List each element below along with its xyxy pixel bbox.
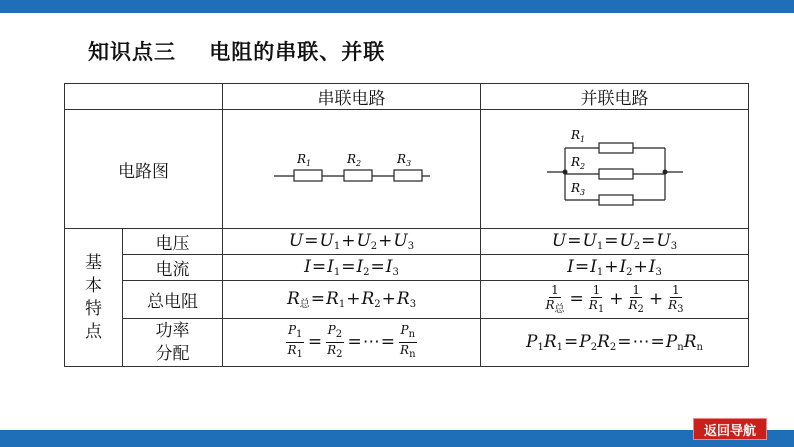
- parallel-resistor-1: [599, 143, 633, 153]
- parallel-r3-label: $R_3$: [570, 181, 585, 197]
- series-r3-label: $R_3$: [396, 152, 411, 168]
- header-parallel: 并联电路: [481, 84, 749, 110]
- parallel-r1-label: $R_1$: [570, 128, 585, 144]
- voltage-row: [65, 229, 749, 255]
- header-series: 串联电路: [223, 84, 481, 110]
- series-resistor-2: [344, 170, 372, 181]
- parallel-resistor-2: [599, 169, 633, 179]
- parallel-resistance-formula: $\frac{1}{R_总}$ = $\frac{1}{R_1}$ + $\frac{1}{R_2}$ + $\frac{1}{R_3}$: [481, 281, 749, 319]
- slide-title: 知识点三 电阻的串联、并联: [88, 40, 386, 64]
- power-row: [65, 319, 749, 367]
- current-row: [65, 255, 749, 281]
- total-resistance-label: 总电阻: [123, 281, 223, 319]
- fraction-pn-over-rn: $\frac{P_n}{R_n}$: [400, 323, 416, 360]
- fraction-1-over-r3: $\frac{1}{R_3}$: [668, 282, 684, 315]
- diagram-row: [65, 110, 749, 229]
- series-r2-label: $R_2$: [346, 152, 361, 168]
- parallel-voltage-formula: $U=U_1=U_2=U_3$: [481, 229, 749, 255]
- series-circuit-diagram: [272, 149, 432, 189]
- series-r1-label: $R_1$: [296, 152, 311, 168]
- resistor-comparison-table: [64, 83, 749, 367]
- series-resistor-1: [294, 170, 322, 181]
- junction-left: [562, 170, 567, 175]
- diagram-row-label: 电路图: [65, 110, 223, 229]
- series-circuit-cell: [223, 110, 481, 229]
- series-voltage-formula: $U=U_1+U_2+U_3$: [223, 229, 481, 255]
- fraction-p2-over-r2: $\frac{P_2}{R_2}$: [327, 323, 343, 360]
- bottom-color-bar: [0, 430, 794, 447]
- power-distribution-label: 功率 分配: [123, 319, 223, 367]
- basic-features-label: 基 本 特 点: [65, 229, 123, 367]
- fraction-1-over-r-total: $\frac{1}{R_总}$: [545, 282, 565, 315]
- series-current-formula: $I=I_1=I_2=I_3$: [223, 255, 481, 281]
- top-color-bar: [0, 0, 794, 13]
- series-resistance-formula: $R_总=R_1+R_2+R_3$: [223, 281, 481, 319]
- header-corner-cell: [65, 84, 223, 110]
- parallel-power-formula: $P_1R_1=P_2R_2=\cdots=P_nR_n$: [481, 319, 749, 367]
- fraction-1-over-r2: $\frac{1}{R_2}$: [628, 282, 644, 315]
- series-power-formula: $\frac{P_1}{R_1}$ = $\frac{P_2}{R_2}$ =⋯= $\frac{P_n}{R_n}$: [223, 319, 481, 367]
- parallel-r2-label: $R_2$: [570, 155, 585, 171]
- resistance-row: [65, 281, 749, 319]
- series-resistor-3: [394, 170, 422, 181]
- junction-right: [662, 170, 667, 175]
- parallel-circuit-diagram: [545, 126, 685, 212]
- fraction-1-over-r1: $\frac{1}{R_1}$: [588, 282, 605, 315]
- parallel-resistor-3: [599, 195, 633, 205]
- header-row: [65, 84, 749, 110]
- fraction-p1-over-r1: $\frac{P_1}{R_1}$: [287, 323, 303, 360]
- parallel-circuit-cell: [481, 110, 749, 229]
- voltage-label: 电压: [123, 229, 223, 255]
- return-navigation-button[interactable]: 返回导航: [693, 418, 767, 440]
- current-label: 电流: [123, 255, 223, 281]
- parallel-current-formula: $I=I_1+I_2+I_3$: [481, 255, 749, 281]
